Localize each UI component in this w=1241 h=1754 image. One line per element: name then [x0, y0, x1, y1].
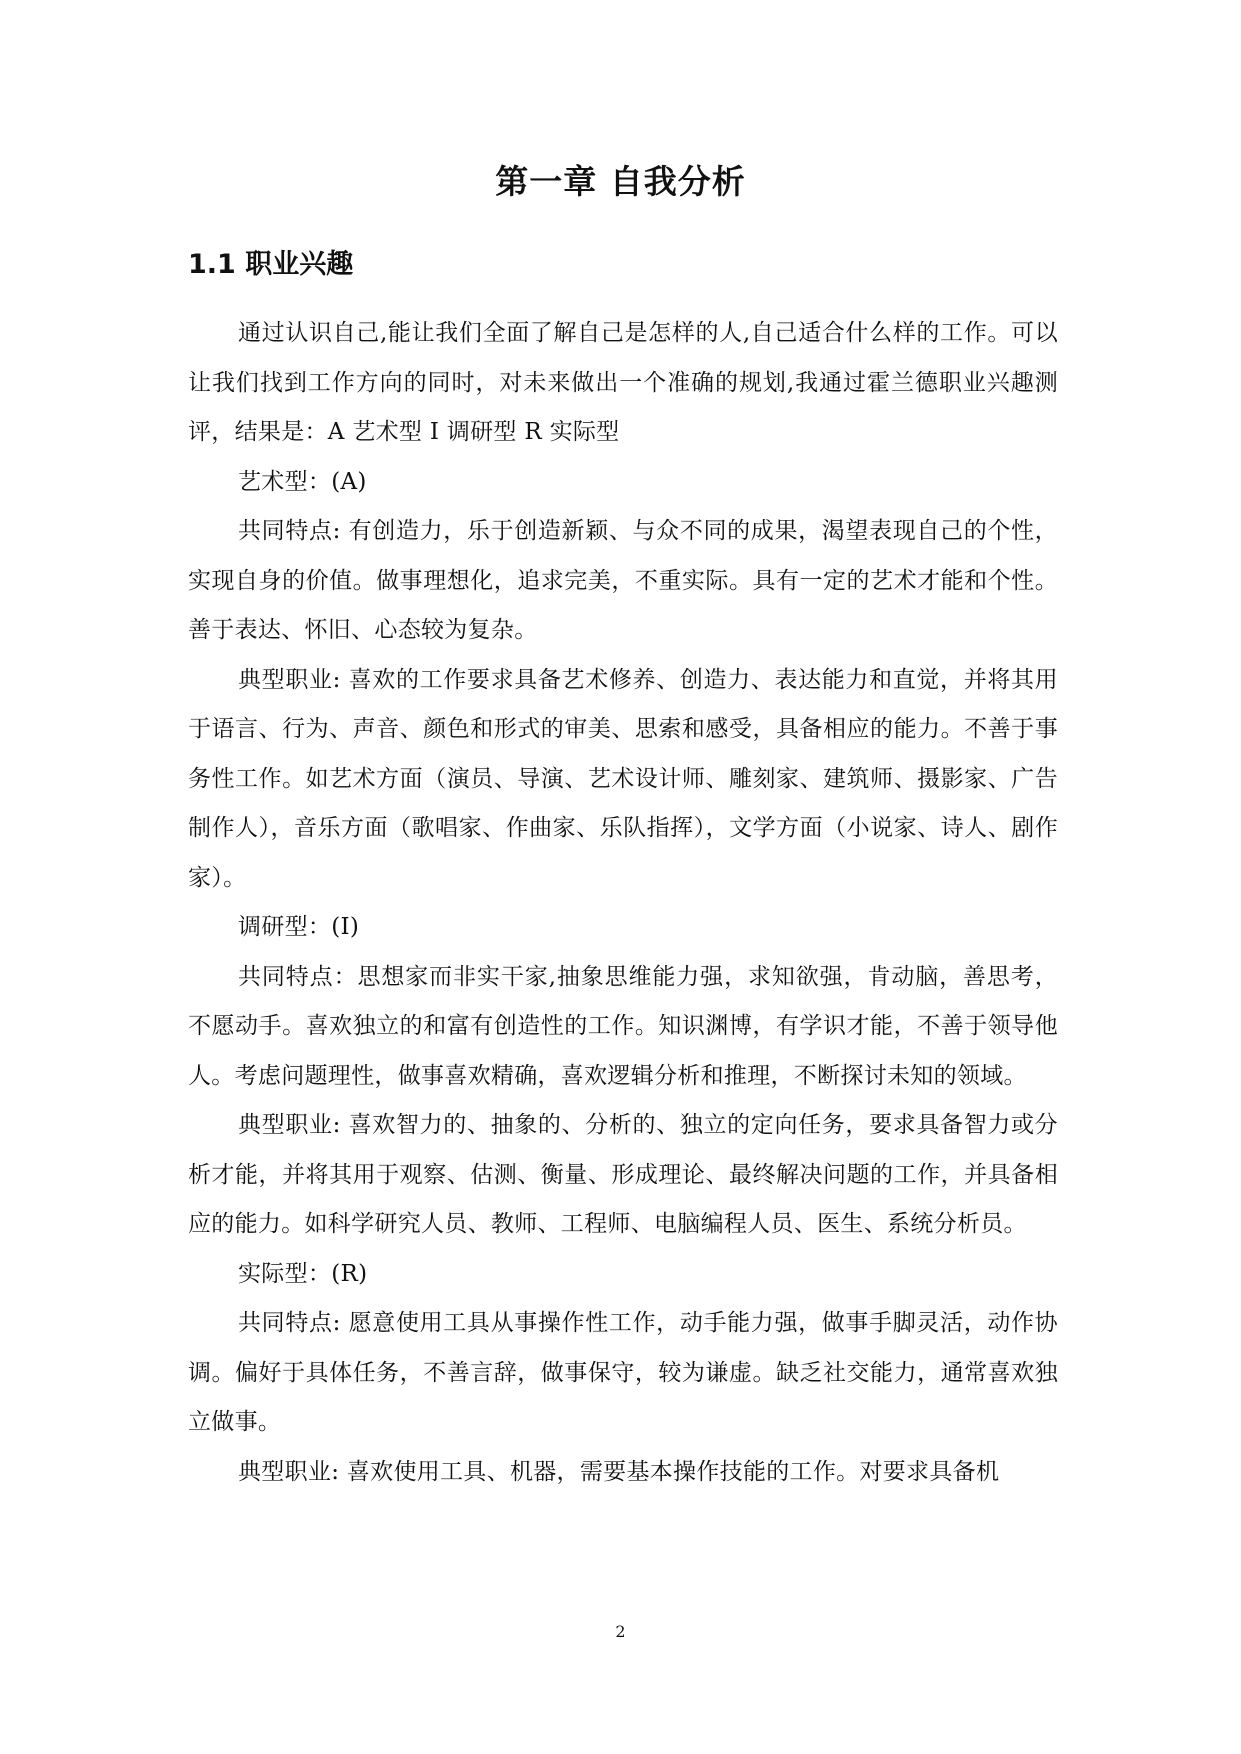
paragraph-investigative-heading: 调研型：(I)	[238, 914, 360, 940]
paragraph-artistic-traits: 共同特点: 有创造力，乐于创造新颖、与众不同的成果，渴望表现自己的个性，实现自身的价值。做事理想化，追求完美，不重实际。具有一定的艺术才能和个性。善于表达、怀旧、心态较为复杂。	[188, 518, 1058, 643]
paragraph-investigative-jobs: 典型职业: 喜欢智力的、抽象的、分析的、独立的定向任务，要求具备智力或分析才能，并将其用于观察、估测、衡量、形成理论、最终解决问题的工作，并具备相应的能力。如科学研究人员、教师、工程师、电脑编程人员、医生、系统分析员。	[188, 1112, 1058, 1237]
page-number: 2	[615, 1622, 626, 1641]
paragraph-intro: 通过认识自己,能让我们全面了解自己是怎样的人,自己适合什么样的工作。可以让我们找到工作方向的同时，对未来做出一个准确的规划,我通过霍兰德职业兴趣测评，结果是：A 艺术型 I 调研型 R 实际型	[188, 320, 1058, 445]
body-text	[188, 309, 1058, 1497]
paragraph-realistic-traits: 共同特点: 愿意使用工具从事操作性工作，动手能力强，做事手脚灵活，动作协调。偏好于具体任务，不善言辞，做事保守，较为谦虚。缺乏社交能力，通常喜欢独立做事。	[188, 1310, 1058, 1435]
paragraph-artistic-jobs: 典型职业: 喜欢的工作要求具备艺术修养、创造力、表达能力和直觉，并将其用于语言、行为、声音、颜色和形式的审美、思索和感受，具备相应的能力。不善于事务性工作。如艺术方面（演员、导演、艺术设计师、雕刻家、建筑师、摄影家、广告制作人），音乐方面（歌唱家、作曲家、乐队指挥），文学方面（小说家、诗人、剧作家）。	[188, 666, 1058, 891]
paragraph-investigative-traits: 共同特点：思想家而非实干家,抽象思维能力强，求知欲强，肯动脑，善思考，不愿动手。喜欢独立的和富有创造性的工作。知识渊博，有学识才能，不善于领导他人。考虑问题理性，做事喜欢精确，喜欢逻辑分析和推理，不断探讨未知的领域。	[188, 963, 1058, 1089]
paragraph-realistic-jobs: 典型职业: 喜欢使用工具、机器，需要基本操作技能的工作。对要求具备机	[238, 1458, 1000, 1485]
paragraph-artistic-heading: 艺术型：(A)	[238, 468, 367, 495]
section-title: 1.1 职业兴趣	[188, 249, 354, 280]
chapter-title: 第一章 自我分析	[495, 162, 746, 201]
paragraph-realistic-heading: 实际型：(R)	[238, 1260, 368, 1287]
